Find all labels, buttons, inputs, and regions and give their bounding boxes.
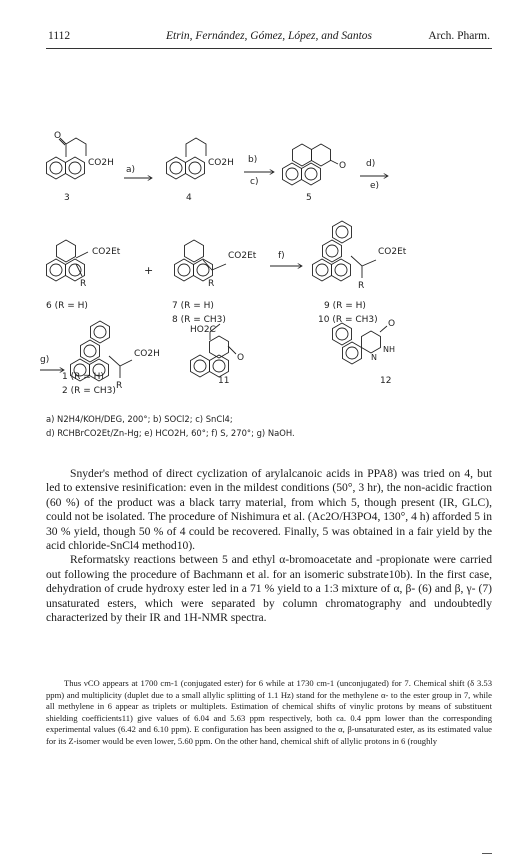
oxo-label: O	[237, 353, 245, 363]
svg-text:f): f)	[278, 251, 285, 261]
carboxyl-label: HO2C	[190, 325, 216, 335]
oxo-label: O	[339, 161, 347, 171]
compound-6-structure	[46, 240, 121, 311]
compound-9-10-structure	[313, 221, 407, 325]
compound-12-structure	[333, 319, 396, 364]
nh-label: NH	[383, 345, 395, 354]
compound-5-structure	[283, 144, 347, 203]
carboxyl-label: CO2H	[134, 349, 160, 359]
page-number: 1112	[48, 30, 71, 42]
running-authors: Etrin, Fernández, Gómez, López, and Santos	[165, 30, 373, 42]
svg-text:c): c)	[250, 177, 259, 187]
svg-text:d): d)	[366, 159, 376, 169]
arrow-f	[270, 251, 302, 266]
compound-3-structure	[47, 131, 114, 203]
paragraph-2: Reformatsky reactions between 5 and ethyl α-bromoacetate and -propionate were carried out following the procedure of Bachmann et al. for an isomeric substrate10b). In the first case, dehydration of crude hydroxy ester led in a 71 % yield to a 1:3 mixture of α, β- (6) and β, γ- (7) unsaturated esters, which were separated by column chromatography and undoubtedly characterized by their IR and 1H-NMR spectra.	[46, 553, 492, 625]
conditions-line-1: a) N2H4/KOH/DEG, 200°; b) SOCl2; c) SnCl4;	[46, 414, 233, 424]
ester-label: CO2Et	[228, 251, 257, 261]
oxo-label: O	[388, 319, 396, 329]
plus-sign: +	[144, 264, 154, 277]
conditions-line-2: d) RCHBrCO2Et/Zn-Hg; e) HCO2H, 60°; f) S, 270°; g) NaOH.	[46, 428, 295, 438]
r-label: R	[80, 279, 87, 289]
reaction-scheme	[40, 120, 500, 390]
small-paragraph: Thus νCO appears at 1700 cm-1 (conjugated ester) for 6 while at 1730 cm-1 (unconjugated) for 7. Chemical shift (δ 3.53 ppm) and multiplicity (duplet due to a small allylic splitting of 1.1 Hz) stand for the methylene α- to the ester group in 7, while all methylene in 6 appear as triplets or multiplets. Estimation of chemical shifts of vinylic protons by means of substituent shielding coefficients11) give values of 6.04 and 5.63 ppm respectively, both ca. 0.4 ppm lower than the corresponding experimental values (6.42 and 6.10 ppm). E configuration has been assigned to the α, β-unsaturated ester, as its estimated value for its Z-isomer would be even lower, 5.60 ppm. On the other hand, chemical shift of allylic protons in 6 (roughly	[46, 678, 492, 746]
compound-11-structure	[190, 324, 244, 377]
page-end-mark	[482, 853, 492, 854]
svg-text:g): g)	[40, 355, 50, 365]
svg-text:e): e)	[370, 181, 380, 191]
r-label: R	[116, 381, 123, 390]
reaction-conditions	[46, 412, 496, 440]
compound-7-8-structure	[172, 240, 257, 325]
compound-10-label: 10 (R = CH3)	[318, 315, 378, 325]
paragraph-1: Snyder's method of direct cyclization of arylalcanoic acids in PPA8) was tried on 4, but led to extensive resinification: even in the mildest conditions (50°, 3 hr), the non-acidic fraction (60 %) of the product was a black tarry material, from which 5, though present (IR, GLC), could not be isolated. The procedure of Nishimura et al. (Ac2O/H3PO4, 130°, 4 h) afforded 5 in 30 % yield, though 50 % of 4 could be recovered. Finally, 5 was obtained in a fair yield by the acid chloride-SnCl4 method10).	[46, 467, 492, 553]
compound-8-label: 8 (R = CH3)	[172, 315, 226, 325]
compound-4-structure	[167, 138, 234, 203]
arrow-bc	[244, 155, 274, 187]
running-header	[48, 30, 490, 44]
r-label: R	[358, 281, 365, 291]
r-label: R	[208, 279, 215, 289]
svg-text:b): b)	[248, 155, 258, 165]
compound-5-label: 5	[306, 193, 312, 203]
carboxyl-label: CO2H	[88, 158, 114, 168]
header-rule	[46, 48, 492, 49]
compound-3-label: 3	[64, 193, 70, 203]
arrow-a	[124, 165, 152, 178]
compound-9-label: 9 (R = H)	[324, 301, 366, 311]
compound-4-label: 4	[186, 193, 192, 203]
carboxyl-label: CO2H	[208, 158, 234, 168]
compound-1-label: 1 (R = H)	[62, 372, 104, 382]
ester-label: CO2Et	[92, 247, 121, 257]
compound-12-label: 12	[380, 376, 392, 386]
ester-label: CO2Et	[378, 247, 407, 257]
oxo-label: O	[54, 131, 62, 141]
compound-6-label: 6 (R = H)	[46, 301, 88, 311]
main-text	[46, 467, 492, 625]
spectra-note	[46, 678, 492, 748]
journal-name: Arch. Pharm.	[428, 30, 490, 42]
arrow-g	[40, 355, 64, 370]
compound-7-label: 7 (R = H)	[172, 301, 214, 311]
svg-text:a): a)	[126, 165, 136, 175]
compound-2-label: 2 (R = CH3)	[62, 386, 116, 396]
n-label: N	[371, 353, 377, 362]
compound-11-label: 11	[218, 376, 230, 386]
arrow-de	[360, 159, 388, 191]
